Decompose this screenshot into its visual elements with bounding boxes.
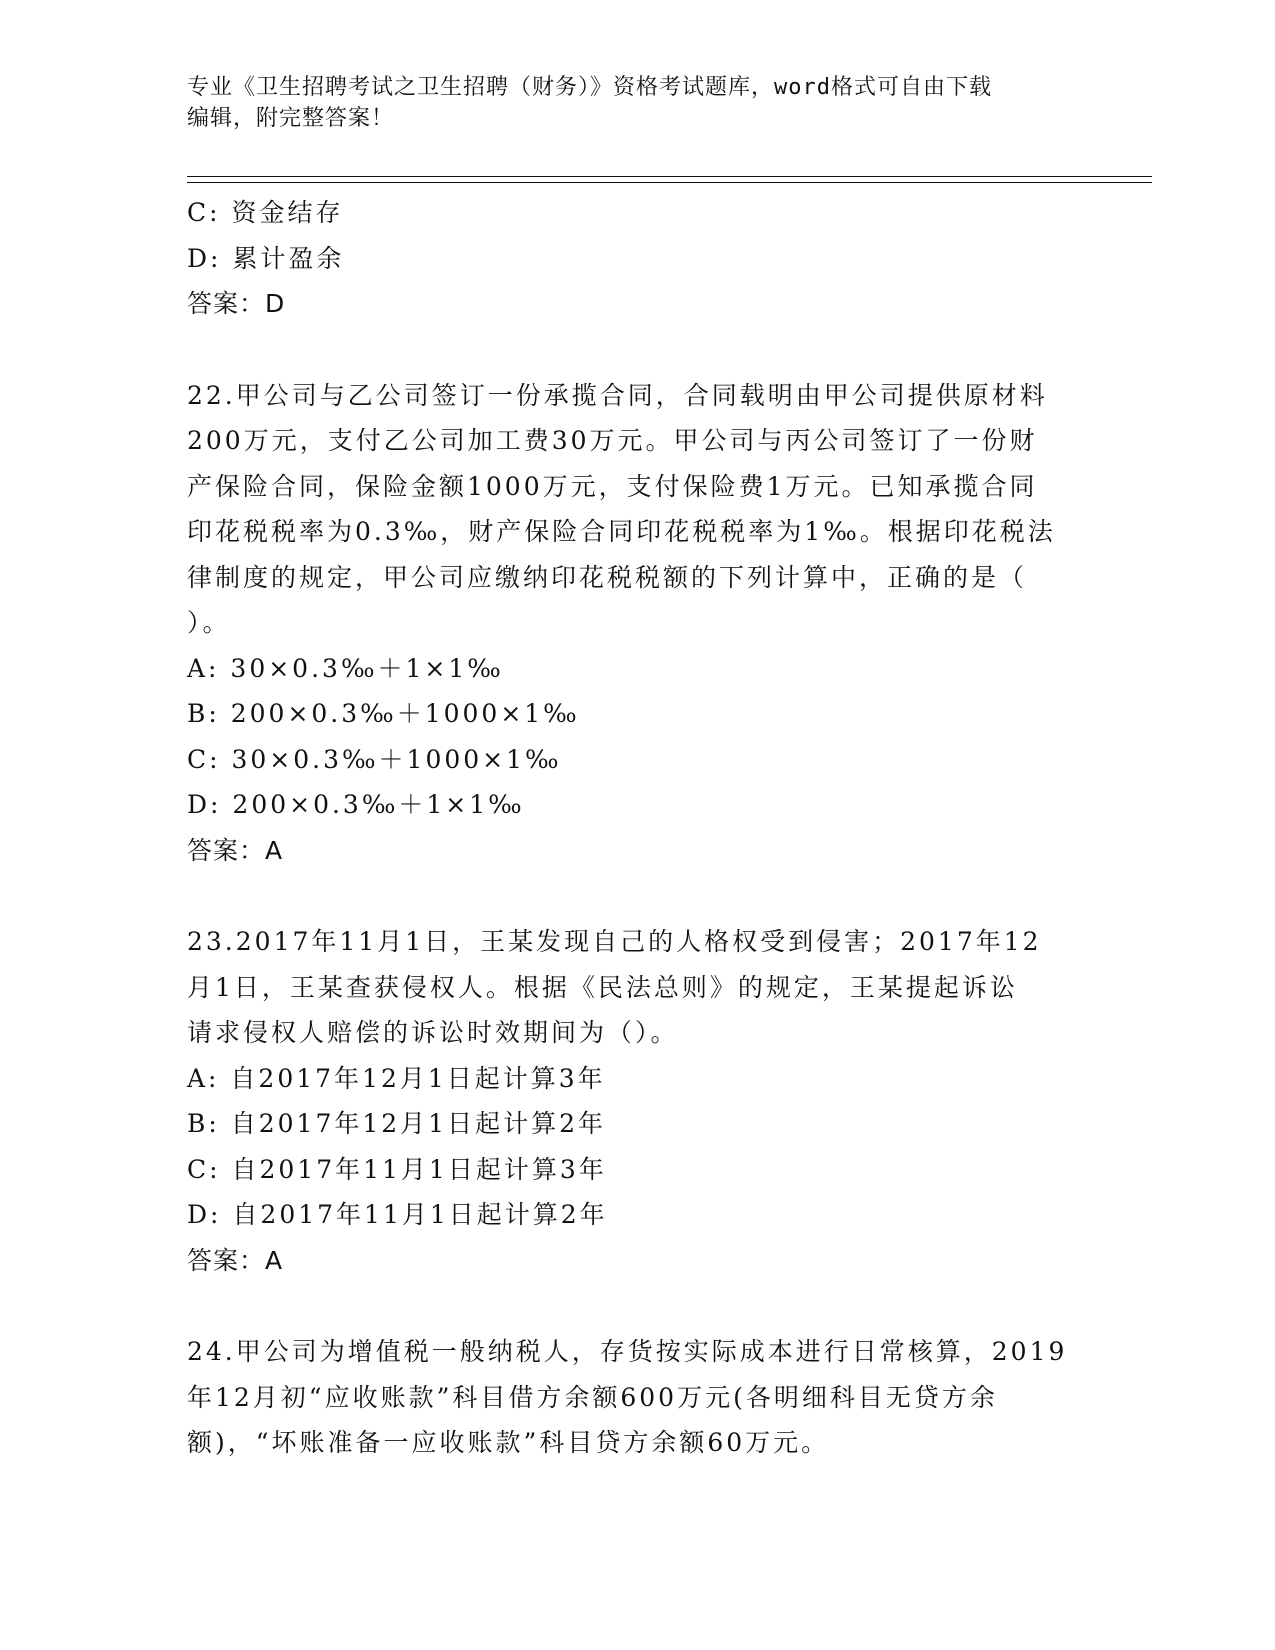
question-stem-line: 23.2017年11月1日，王某发现自己的人格权受到侵害；2017年12 [187,927,1042,956]
question-stem-line: 印花税税率为0.3‰，财产保险合同印花税税率为1‰。根据印花税法 [187,517,1056,546]
question-stem-line: 额)，“坏账准备一应收账款”科目贷方余额60万元。 [187,1428,830,1457]
previous-question-tail [187,190,1127,327]
question-stem-line: 24.甲公司为增值税一般纳税人，存货按实际成本进行日常核算，2019 [187,1337,1068,1366]
question-22 [187,373,1127,874]
document-header [187,72,1087,134]
header-line-1: 专业《卫生招聘考试之卫生招聘（财务）》资格考试题库，word格式可自由下载 [187,75,992,100]
option-b: B: 自2017年12月1日起计算2年 [187,1109,606,1138]
question-stem-line: 产保险合同，保险金额1000万元，支付保险费1万元。已知承揽合同 [187,471,1038,501]
spacer [187,327,1127,373]
document-body [187,190,1127,1466]
question-stem-line: 200万元，支付乙公司加工费30万元。甲公司与丙公司签订了一份财 [187,426,1038,455]
option-d: D: 累计盈余 [187,243,345,273]
spacer [187,1283,1127,1329]
question-stem-line: ）。 [187,608,231,637]
question-stem-line: 请求侵权人赔偿的诉讼时效期间为（）。 [187,1018,679,1047]
option-d: D: 200×0.3‰＋1×1‰ [187,790,525,819]
header-line-2: 编辑，附完整答案！ [187,106,395,131]
option-d: D: 自2017年11月1日起计算2年 [187,1200,608,1229]
option-b: B: 200×0.3‰＋1000×1‰ [187,699,580,728]
answer-line: 答案：A [187,1245,284,1275]
option-c: C: 30×0.3‰＋1000×1‰ [187,744,562,774]
question-24 [187,1329,1127,1466]
option-a: A: 自2017年12月1日起计算3年 [187,1063,606,1093]
option-c: C: 自2017年11月1日起计算3年 [187,1154,607,1184]
answer-line: 答案：D [187,289,286,318]
question-stem-line: 22.甲公司与乙公司签订一份承揽合同，合同载明由甲公司提供原材料 [187,380,1048,410]
question-23 [187,919,1127,1283]
question-stem-line: 月1日，王某查获侵权人。根据《民法总则》的规定，王某提起诉讼 [187,972,1018,1002]
header-divider-bottom [187,182,1152,183]
spacer [187,873,1127,919]
answer-line: 答案：A [187,835,284,865]
question-stem-line: 律制度的规定，甲公司应缴纳印花税税额的下列计算中，正确的是（ [187,562,1028,592]
question-stem-line: 年12月初“应收账款”科目借方余额600万元(各明细科目无贷方余 [187,1382,998,1412]
header-divider-top [187,176,1152,177]
option-a: A: 30×0.3‰＋1×1‰ [187,653,504,683]
option-c: C: 资金结存 [187,198,344,227]
